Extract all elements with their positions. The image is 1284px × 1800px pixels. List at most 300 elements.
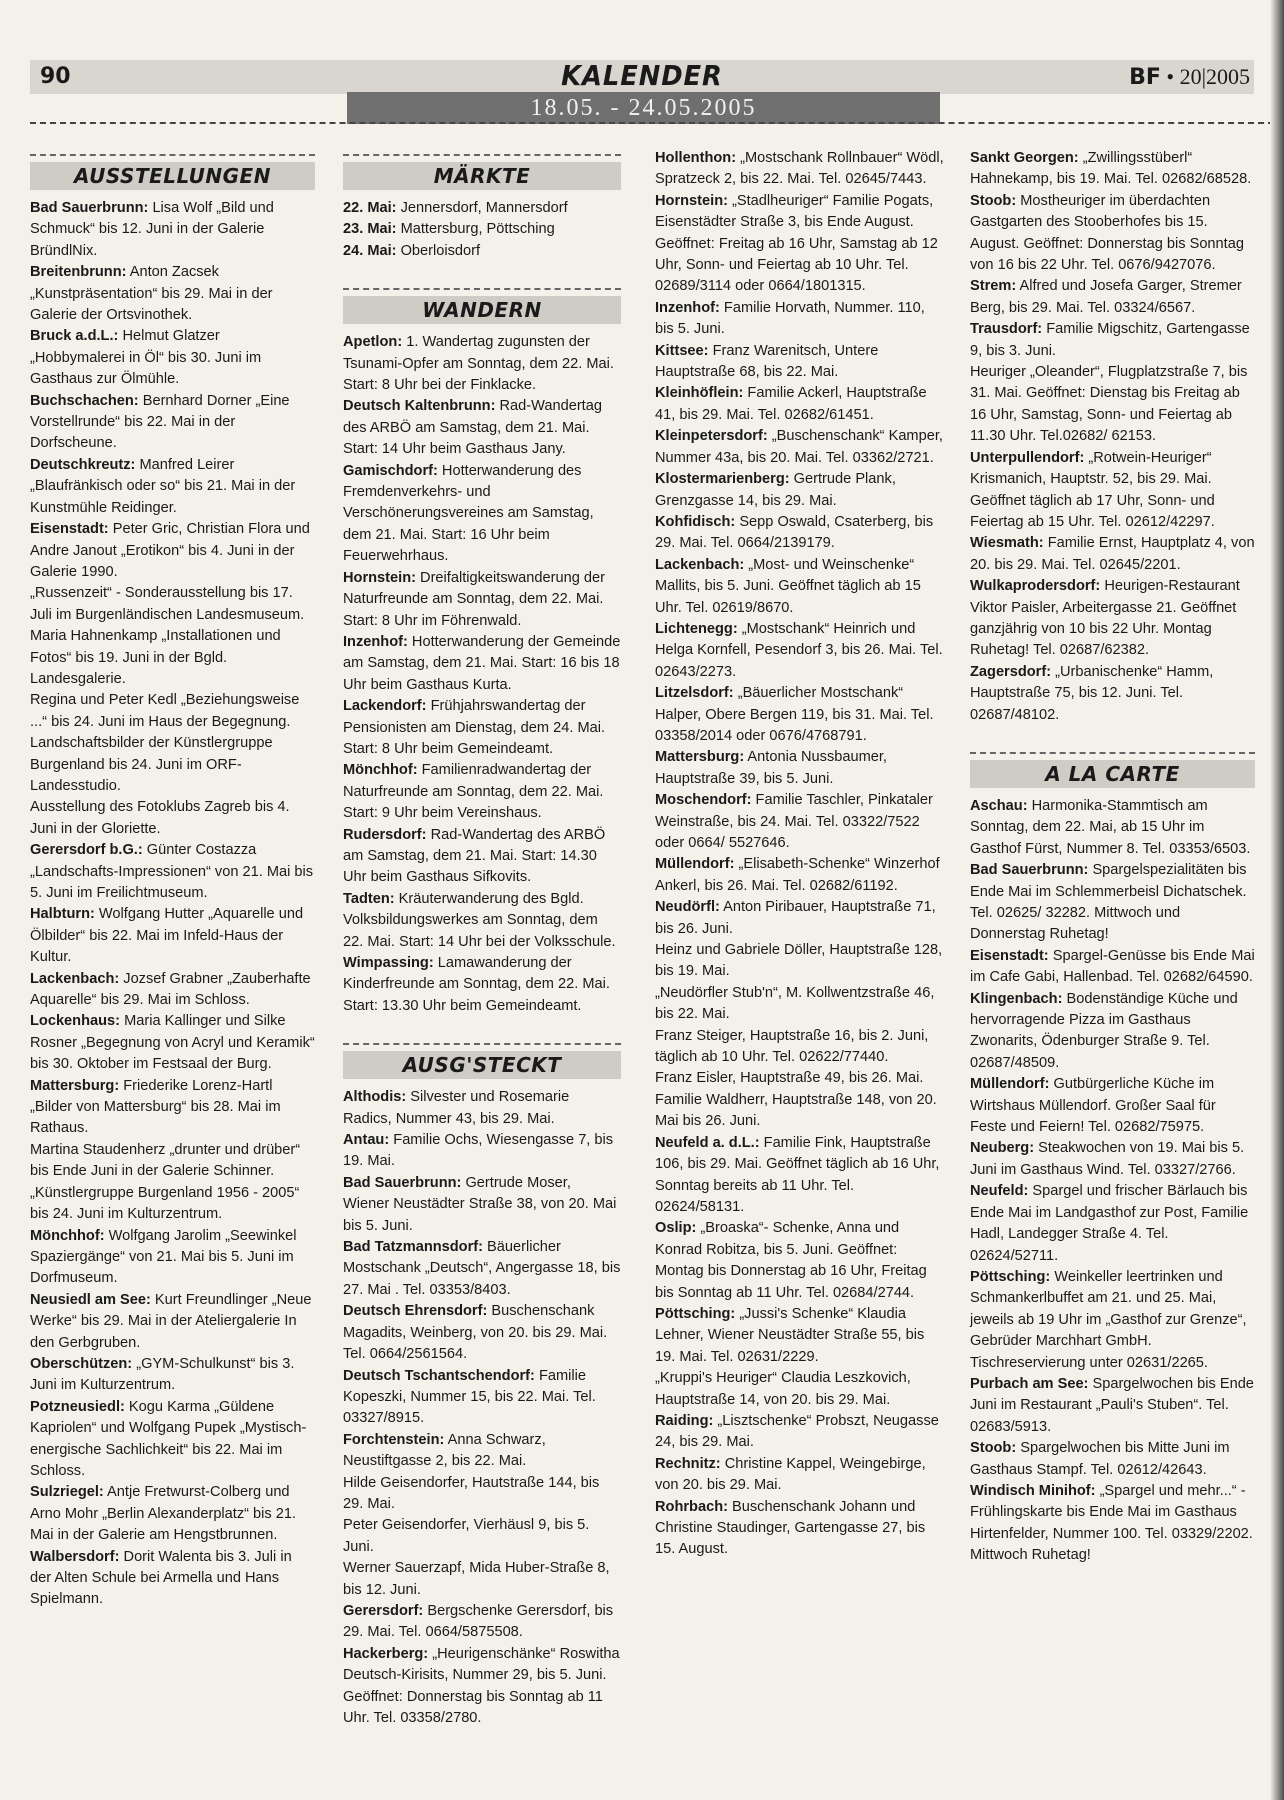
entry-text: Familie Migschitz, Gartengasse 9, bis 3. Juni. — [970, 321, 1250, 359]
entry-text: „Bäuerlicher Mostschank“ Halper, Obere Bergen 119, bis 31. Mai. Tel. 03358/2014 oder 0676/4768791. — [655, 685, 934, 744]
listing-entry — [970, 448, 1255, 534]
entries-ausgsteckt — [343, 1087, 621, 1729]
listing-entry — [30, 733, 315, 797]
entry-text: Heuriger „Oleander“, Flugplatzstraße 7, bis 31. Mai. Geöffnet: Dienstag bis Freitag ab 16 Uhr, Samstag, Sonn- und Feiertag ab 11.30 Uhr. Tel.02682/ 62153. — [970, 364, 1248, 445]
listing-entry — [970, 860, 1255, 946]
entry-text: Günter Costazza „Landschafts-Impressionen“ von 21. Mai bis 5. Juni im Freilichtmuseum. — [30, 842, 314, 901]
listing-entry — [970, 989, 1255, 1075]
entry-text: Rad-Wandertag des ARBÖ am Samstag, dem 21. Mai. Start: 14 Uhr beim Gasthaus Jany. — [343, 398, 602, 458]
entry-text: Anton Zacsek „Kunstpräsentation“ bis 29. Mai in der Galerie der Ortsvinothek. — [30, 264, 273, 324]
entry-place: Kittsee: — [655, 342, 709, 359]
issue-number: • 20|2005 — [1166, 64, 1250, 89]
entry-text: Gertrude Moser, Wiener Neustädter Straße 38, von 20. Mai bis 5. Juni. — [343, 1174, 617, 1234]
listing-entry — [655, 940, 945, 983]
heading-ausstellungen: AUSSTELLUNGEN — [30, 162, 315, 190]
entry-text: Peter Gric, Christian Flora und Andre Janout „Erotikon“ bis 4. Juni in der Galerie 1990. — [30, 521, 310, 580]
entry-text: Kurt Freundlinger „Neue Werke“ bis 29. Mai in der Ateliergalerie In den Gerbgruben. — [30, 1291, 312, 1351]
listing-entry — [970, 1074, 1255, 1138]
entry-text: Anton Piribauer, Hauptstraße 71, bis 26. Juni. — [655, 899, 936, 937]
entry-place: Sulzriegel: — [30, 1484, 104, 1501]
entry-place: Kleinhöflein: — [655, 385, 744, 402]
entry-place: Oslip: — [655, 1220, 697, 1237]
column-ausgsteckt-alacarte — [970, 148, 1255, 1567]
listing-entry — [655, 383, 945, 426]
listing-entry — [970, 1181, 1255, 1267]
listing-entry — [30, 904, 315, 968]
entry-place: Deutschkreutz: — [30, 456, 136, 473]
listing-entry — [343, 198, 621, 219]
date-range: 18.05. - 24.05.2005 — [347, 92, 940, 124]
entry-place: 22. Mai: — [343, 200, 397, 216]
entry-text: „Kruppi's Heuriger“ Claudia Leszkovich, Hauptstraße 14, von 20. bis 29. Mai. — [655, 1370, 911, 1408]
listing-entry — [655, 191, 945, 298]
entries-ausgsteckt-end — [970, 148, 1255, 726]
listing-entry — [343, 1644, 621, 1730]
listing-entry — [655, 790, 945, 854]
entry-text: Alfred und Josefa Garger, Stremer Berg, bis 29. Mai. Tel. 03324/6567. — [970, 278, 1242, 316]
entry-text: Manfred Leirer „Blaufränkisch oder so“ bis 21. Mai in der Kunstmühle Reidinger. — [30, 456, 296, 516]
entry-place: Deutsch Ehrensdorf: — [343, 1303, 488, 1320]
entry-text: Familie Horvath, Nummer. 110, bis 5. Juni. — [655, 299, 925, 338]
entry-text: „GYM-Schulkunst“ bis 3. Juni im Kulturzentrum. — [30, 1355, 295, 1394]
listing-entry — [343, 632, 621, 696]
entry-place: Tadten: — [343, 890, 395, 907]
listing-entry — [655, 341, 945, 384]
entry-place: Inzenhof: — [343, 633, 408, 650]
entry-text: „Stadlheuriger“ Familie Pogats, Eisenstädter Straße 3, bis Ende August. Geöffnet: Freitag ab 16 Uhr, Samstag ab 12 Uhr, Sonn- und Feiertag ab 10 Uhr. Tel. 02689/3114 oder 0664/1801315. — [655, 192, 938, 295]
entry-text: Regina und Peter Kedl „Beziehungsweise ...“ bis 24. Juni im Haus der Begegnung. — [30, 692, 300, 730]
listing-entry — [655, 1133, 945, 1219]
entry-text: Heurigen-Restaurant Viktor Paisler, Arbeitergasse 21. Geöffnet ganzjährig von 10 bis 22 Uhr. Montag Ruhetag! Tel. 02687/62382. — [970, 578, 1240, 659]
listing-entry — [30, 840, 315, 904]
entry-place: Apetlon: — [343, 334, 403, 351]
entry-place: Stoob: — [970, 192, 1017, 209]
listing-entry — [655, 983, 945, 1026]
entry-text: Familie Ackerl, Hauptstraße 41, bis 29. Mai. Tel. 02682/61451. — [655, 385, 927, 423]
entry-text: „Jussi's Schenke“ Klaudia Lehner, Wiener Neustädter Straße 55, bis 19. Mai. Tel. 02631/2229. — [655, 1305, 925, 1365]
entry-text: Silvester und Rosemarie Radics, Nummer 43, bis 29. Mai. — [343, 1089, 570, 1127]
listing-entry — [30, 1226, 315, 1290]
listing-entry — [970, 148, 1255, 191]
listing-entry — [343, 696, 621, 760]
entry-text: Jennersdorf, Mannersdorf — [396, 200, 568, 216]
header-divider — [30, 122, 1284, 124]
listing-entry — [343, 1173, 621, 1237]
listing-entry — [30, 1140, 315, 1183]
listing-entry — [655, 1454, 945, 1497]
entry-text: Rad-Wandertag des ARBÖ am Samstag, dem 21. Mai. Start: 14.30 Uhr beim Gasthaus Sifkovits. — [343, 826, 606, 886]
listing-entry — [655, 298, 945, 341]
entry-text: Familie Taschler, Pinkataler Weinstraße, bis 24. Mai. Tel. 03322/7522 oder 0664/ 5527646. — [655, 792, 933, 851]
entry-place: Forchtenstein: — [343, 1431, 445, 1448]
entry-place: Bad Sauerbrunn: — [970, 862, 1089, 879]
listing-entry — [343, 1558, 621, 1601]
listing-entry — [655, 426, 945, 469]
listing-entry — [655, 1026, 945, 1069]
listing-entry — [30, 1290, 315, 1354]
entry-place: Unterpullendorf: — [970, 449, 1085, 466]
listing-entry — [30, 690, 315, 733]
entry-place: Wulkaprodersdorf: — [970, 578, 1101, 595]
listing-entry — [30, 1397, 315, 1483]
listing-entry — [30, 1183, 315, 1226]
listing-entry — [343, 461, 621, 568]
page-title: KALENDER — [561, 59, 723, 92]
listing-entry — [655, 148, 945, 191]
entry-place: Gerersdorf: — [343, 1602, 424, 1619]
entry-text: Bernhard Dorner „Eine Vorstellrunde“ bis 22. Mai in der Dorfscheune. — [30, 392, 290, 452]
entry-place: Rohrbach: — [655, 1498, 728, 1515]
entry-place: Lackenbach: — [30, 970, 120, 987]
entry-text: Kogu Karma „Güldene Kapriolen“ und Wolfgang Pupek „Mystisch-energische Sachlichkeit“ bis 22. Mai im Schloss. — [30, 1398, 307, 1479]
entry-place: Gerersdorf b.G.: — [30, 842, 143, 859]
entry-text: Spargelspezialitäten bis Ende Mai im Schlemmerbeisl Dichatschek. Tel. 02625/ 32282. Mittwoch und Donnerstag Ruhetag! — [970, 862, 1247, 943]
listing-entry — [655, 854, 945, 897]
listing-entry — [30, 1076, 315, 1140]
listing-entry — [343, 889, 621, 953]
entry-text: „Broaska“- Schenke, Anna und Konrad Robitza, bis 5. Juni. Geöffnet: Montag bis Donnerstag ab 16 Uhr, Freitag bis Sonntag ab 11 Uhr. Tel. 02684/2744. — [655, 1220, 927, 1301]
entry-place: Oberschützen: — [30, 1355, 133, 1372]
entries-ausgsteckt-cont — [655, 148, 945, 1561]
entry-text: Jozsef Grabner „Zauberhafte Aquarelle“ bis 29. Mai im Schloss. — [30, 970, 311, 1009]
entry-place: Lichtenegg: — [655, 620, 738, 637]
listing-entry — [343, 953, 621, 1017]
listing-entry — [970, 662, 1255, 726]
listing-entry — [343, 241, 621, 262]
page-number: 90 — [40, 64, 71, 89]
listing-entry — [343, 1301, 621, 1365]
entry-place: Rudersdorf: — [343, 826, 427, 843]
entry-text: Peter Geisendorfer, Vierhäusl 9, bis 5. Juni. — [343, 1517, 590, 1555]
listing-entry — [970, 1481, 1255, 1567]
entry-text: Martina Staudenherz „drunter und drüber“ bis Ende Juni in der Galerie Schinner. — [30, 1141, 301, 1180]
entry-text: „Mostschank“ Heinrich und Helga Kornfell, Pesendorf 3, bis 26. Mai. Tel. 02643/2273. — [655, 620, 943, 680]
entry-text: Anna Schwarz, Neustiftgasse 2, bis 22. Mai. — [343, 1431, 546, 1470]
listing-entry — [343, 332, 621, 396]
listing-entry — [970, 1138, 1255, 1181]
entry-place: Hornstein: — [343, 569, 416, 586]
section-heading — [30, 154, 315, 190]
entry-place: Rechnitz: — [655, 1455, 721, 1472]
entry-place: Eisenstadt: — [970, 947, 1049, 964]
entry-text: Bodenständige Küche und hervorragende Pizza im Gasthaus Zwonarits, Ödenburger Straße 9. Tel. 02687/48509. — [970, 990, 1238, 1071]
entry-text: Spargel und frischer Bärlauch bis Ende Mai im Landgasthof zur Post, Familie Hadl, Landegger Straße 4. Tel. 02624/52711. — [970, 1183, 1249, 1264]
entry-text: Christine Kappel, Weingebirge, von 20. bis 29. Mai. — [655, 1455, 926, 1494]
entries-wandern — [343, 332, 621, 1017]
entry-text: Familie Ernst, Hauptplatz 4, von 20. bis 29. Mai. Tel. 02645/2201. — [970, 535, 1255, 573]
listing-entry — [655, 619, 945, 683]
entry-text: Familie Fink, Hauptstraße 106, bis 29. Mai. Geöffnet täglich ab 16 Uhr, Sonntag bereits ab 11 Uhr. Tel. 02624/58131. — [655, 1134, 940, 1215]
entry-place: Neudörfl: — [655, 899, 720, 916]
entry-text: „Spargel und mehr...“ - Frühlingskarte bis Ende Mai im Gasthaus Hirtenfelder, Nummer 100. Tel. 03329/2202. Mittwoch Ruhetag! — [970, 1482, 1253, 1564]
entries-maerkte — [343, 198, 621, 262]
entry-text: „Neudörfler Stub'n“, M. Kollwentzstraße 46, bis 22. Mai. — [655, 984, 935, 1023]
entry-place: Klostermarienberg: — [655, 471, 790, 488]
entry-place: Walbersdorf: — [30, 1548, 120, 1565]
entry-text: Steakwochen von 19. Mai bis 5. Juni im Gasthaus Wind. Tel. 03327/2766. — [970, 1140, 1245, 1178]
entry-place: Pöttsching: — [655, 1305, 736, 1322]
entry-text: Familie Kopeszki, Nummer 15, bis 22. Mai. Tel. 03327/8915. — [343, 1367, 596, 1427]
entry-text: Antonia Nussbaumer, Hauptstraße 39, bis 5. Juni. — [655, 749, 887, 787]
issue-label — [1129, 62, 1250, 93]
entry-text: Sepp Oswald, Csaterberg, bis 29. Mai. Tel. 0664/2139179. — [655, 513, 934, 552]
listing-entry — [655, 747, 945, 790]
brand-label: BF — [1129, 65, 1161, 90]
entry-place: Lackenbach: — [655, 556, 745, 573]
entry-text: „Mostschank Rollnbauer“ Wödl, Spratzeck 2, bis 22. Mai. Tel. 02645/7443. — [655, 150, 944, 188]
entries-ausstellungen — [30, 198, 315, 1611]
entry-text: Werner Sauerzapf, Mida Huber-Straße 8, bis 12. Juni. — [343, 1560, 610, 1598]
entry-place: Kohfidisch: — [655, 513, 736, 530]
listing-entry — [655, 897, 945, 940]
entry-text: Dreifaltigkeitswanderung der Naturfreunde am Sonntag, dem 22. Mai. Start: 8 Uhr im Föhrenwald. — [343, 569, 605, 629]
entries-alacarte — [970, 796, 1255, 1567]
heading-maerkte: MÄRKTE — [343, 162, 621, 190]
entry-place: Strem: — [970, 278, 1017, 295]
entry-place: Bad Sauerbrunn: — [30, 200, 149, 216]
entry-place: Neuberg: — [970, 1140, 1035, 1157]
entry-place: Klingenbach: — [970, 990, 1063, 1007]
listing-entry — [30, 1011, 315, 1075]
entry-text: Familienradwandertag der Naturfreunde am Sonntag, dem 22. Mai. Start: 9 Uhr beim Vereinshaus. — [343, 762, 604, 822]
entry-text: Buschenschank Johann und Christine Staudinger, Gartengasse 27, bis 15. August. — [655, 1498, 926, 1558]
listing-entry — [343, 219, 621, 240]
entry-text: Spargelwochen bis Mitte Juni im Gasthaus Stampf. Tel. 02612/42643. — [970, 1440, 1230, 1478]
listing-entry — [30, 797, 315, 840]
entry-text: Antje Fretwurst-Colberg und Arno Mohr „Berlin Alexanderplatz“ bis 21. Mai in der Galerie am Hengstbrunnen. — [30, 1484, 297, 1544]
entry-text: Friederike Lorenz-Hartl „Bilder von Mattersburg“ bis 28. Mai im Rathaus. — [30, 1077, 281, 1137]
entry-text: „Elisabeth-Schenke“ Winzerhof Ankerl, bis 26. Mai. Tel. 02682/61192. — [655, 856, 940, 894]
entry-text: Harmonika-Stammtisch am Sonntag, dem 22. Mai, ab 15 Uhr im Gasthof Fürst, Nummer 8. Tel. 03353/6503. — [970, 797, 1251, 857]
entry-place: Halbturn: — [30, 906, 95, 923]
entry-place: Purbach am See: — [970, 1375, 1089, 1392]
entry-place: Sankt Georgen: — [970, 150, 1079, 166]
listing-entry — [343, 1366, 621, 1430]
listing-entry — [655, 1411, 945, 1454]
entry-place: Deutsch Tschantschendorf: — [343, 1367, 535, 1384]
listing-entry — [970, 362, 1255, 448]
listing-entry — [30, 1547, 315, 1611]
listing-entry — [970, 319, 1255, 362]
entry-place: Neufeld: — [970, 1183, 1029, 1200]
entry-text: Lamawanderung der Kinderfreunde am Sonntag, dem 22. Mai. Start: 13.30 Uhr beim Gemeindeamt. — [343, 955, 610, 1014]
entry-text: Hotterwanderung des Fremdenverkehrs- und Verschönerungsvereines am Samstag, dem 21. Mai. Start: 16 Uhr beim Feuerwehrhaus. — [343, 462, 594, 565]
entry-place: Breitenbrunn: — [30, 264, 127, 281]
listing-entry — [655, 1218, 945, 1304]
entry-place: Hollenthon: — [655, 150, 737, 166]
listing-entry — [655, 683, 945, 747]
entry-place: Mattersburg: — [655, 749, 745, 766]
listing-entry — [343, 396, 621, 460]
entry-place: Antau: — [343, 1132, 390, 1149]
entry-place: Kleinpetersdorf: — [655, 428, 768, 445]
entry-place: Neusiedl am See: — [30, 1291, 151, 1308]
listing-entry — [655, 1068, 945, 1089]
listing-entry — [343, 760, 621, 824]
entry-place: Hornstein: — [655, 192, 728, 209]
entry-text: Wolfgang Jarolim „Seewinkel Spaziergänge“ von 21. Mai bis 5. Juni im Dorfmuseum. — [30, 1227, 297, 1287]
entry-text: Ausstellung des Fotoklubs Zagreb bis 4. Juni in der Gloriette. — [30, 799, 290, 837]
listing-entry — [343, 1601, 621, 1644]
entry-text: Buschenschank Magadits, Weinberg, von 20. bis 29. Mai. Tel. 0664/2561564. — [343, 1303, 608, 1363]
entry-place: Pöttsching: — [970, 1268, 1051, 1285]
listing-entry — [970, 1438, 1255, 1481]
section-heading — [343, 154, 621, 190]
heading-ausgsteckt: AUSG'STECKT — [343, 1051, 621, 1079]
entry-text: „Urbanischenke“ Hamm, Hauptstraße 75, bis 12. Juni. Tel. 02687/48102. — [970, 663, 1214, 723]
listing-entry — [30, 519, 315, 583]
entry-text: Mostheuriger im überdachten Gastgarten des Stooberhofes bis 15. August. Geöffnet: Donnerstag bis Sonntag von 16 bis 22 Uhr. Tel. 0676/9427076. — [970, 192, 1244, 274]
entry-text: „Most- und Weinschenke“ Mallits, bis 5. Juni. Geöffnet täglich ab 15 Uhr. Tel. 02619/8670. — [655, 556, 921, 616]
listing-entry — [970, 946, 1255, 989]
entry-text: Familie Ochs, Wiesengasse 7, bis 19. Mai. — [343, 1132, 614, 1170]
listing-entry — [343, 1430, 621, 1473]
entry-place: Wiesmath: — [970, 535, 1044, 552]
listing-entry — [343, 1515, 621, 1558]
entry-text: „Buschenschank“ Kamper, Nummer 43a, bis 20. Mai. Tel. 03362/2721. — [655, 428, 943, 466]
entry-place: Deutsch Kaltenbrunn: — [343, 398, 496, 415]
entry-text: Heinz und Gabriele Döller, Hauptstraße 128, bis 19. Mai. — [655, 942, 943, 980]
entry-place: Hackerberg: — [343, 1645, 429, 1662]
section-heading — [970, 752, 1255, 788]
listing-entry — [655, 469, 945, 512]
entry-text: Oberloisdorf — [396, 242, 481, 259]
entry-text: Franz Eisler, Hauptstraße 49, bis 26. Mai. — [655, 1070, 924, 1087]
entry-text: Franz Steiger, Hauptstraße 16, bis 2. Juni, täglich ab 10 Uhr. Tel. 02622/77440. — [655, 1027, 929, 1066]
entry-text: 1. Wandertag zugunsten der Tsunami-Opfer am Sonntag, dem 22. Mai. Start: 8 Uhr bei der Finklacke. — [343, 334, 614, 394]
listing-entry — [343, 1087, 621, 1130]
listing-entry — [343, 1473, 621, 1516]
entry-text: Wolfgang Hutter „Aquarelle und Ölbilder“ bis 22. Mai im Infeld-Haus der Kultur. — [30, 906, 304, 966]
entry-place: Mönchhof: — [343, 762, 418, 779]
listing-entry — [655, 1368, 945, 1411]
entry-text: Bergschenke Gerersdorf, bis 29. Mai. Tel. 0664/5875508. — [343, 1602, 614, 1641]
listing-entry — [655, 1497, 945, 1561]
listing-entry — [343, 568, 621, 632]
listing-entry — [655, 1304, 945, 1368]
page-spine-shadow — [1270, 0, 1284, 1800]
listing-entry — [30, 198, 315, 262]
entry-place: Moschendorf: — [655, 792, 752, 809]
entry-place: Trausdorf: — [970, 321, 1043, 338]
entry-text: Frühjahrswandertag der Pensionisten am Dienstag, dem 24. Mai. Start: 8 Uhr beim Gemeindeamt. — [343, 698, 606, 757]
heading-wandern: WANDERN — [343, 296, 621, 324]
listing-entry — [30, 391, 315, 455]
entry-place: Gamischdorf: — [343, 462, 438, 479]
entry-text: Hilde Geisendorfer, Hautstraße 144, bis 29. Mai. — [343, 1474, 600, 1512]
entry-place: Mönchhof: — [30, 1227, 105, 1244]
listing-entry — [970, 191, 1255, 277]
listing-entry — [30, 1354, 315, 1397]
listing-entry — [343, 1237, 621, 1301]
entry-place: Bad Sauerbrunn: — [343, 1174, 462, 1191]
listing-entry — [30, 583, 315, 626]
listing-entry — [30, 626, 315, 690]
listing-entry — [30, 262, 315, 326]
entry-place: Althodis: — [343, 1089, 407, 1106]
column-ausstellungen — [30, 148, 315, 1611]
listing-entry — [970, 576, 1255, 662]
entry-place: Müllendorf: — [655, 856, 735, 873]
entry-place: 23. Mai: — [343, 221, 397, 238]
entry-place: Eisenstadt: — [30, 521, 109, 538]
listing-entry — [970, 276, 1255, 319]
entry-text: „Zwillingsstüberl“ Hahnekamp, bis 19. Mai. Tel. 02682/68528. — [970, 150, 1252, 188]
section-heading — [343, 1043, 621, 1079]
listing-entry — [343, 825, 621, 889]
entry-text: Maria Kallinger und Silke Rosner „Begegnung von Acryl und Keramik“ bis 30. Oktober im Festsaal der Burg. — [30, 1013, 315, 1073]
entry-place: Bruck a.d.L.: — [30, 328, 119, 345]
entry-text: „Rotwein-Heuriger“ Krismanich, Hauptstr. 52, bis 29. Mai. Geöffnet täglich ab 17 Uhr, Sonn- und Feiertag ab 15 Uhr. Tel. 02612/42297. — [970, 449, 1215, 530]
entry-place: Mattersburg: — [30, 1077, 120, 1094]
listing-entry — [655, 555, 945, 619]
heading-alacarte: A LA CARTE — [970, 760, 1255, 788]
entry-place: Neufeld a. d.L.: — [655, 1134, 760, 1151]
entry-text: „Heurigenschänke“ Roswitha Deutsch-Kirisits, Nummer 29, bis 5. Juni. Geöffnet: Donnerstag bis Sonntag ab 11 Uhr. Tel. 03358/2780. — [343, 1645, 620, 1726]
listing-entry — [30, 326, 315, 390]
entry-place: Zagersdorf: — [970, 663, 1052, 680]
column-maerkte-wandern — [343, 148, 621, 1729]
entry-text: Bäuerlicher Mostschank „Deutsch“, Angergasse 18, bis 27. Mai . Tel. 03353/8403. — [343, 1239, 621, 1298]
entry-place: Lockenhaus: — [30, 1013, 121, 1030]
entry-place: 24. Mai: — [343, 242, 397, 259]
listing-entry — [970, 533, 1255, 576]
entry-text: Gertrude Plank, Grenzgasse 14, bis 29. Mai. — [655, 471, 896, 509]
entry-place: Litzelsdorf: — [655, 685, 734, 702]
entry-text: Mattersburg, Pöttsching — [396, 221, 555, 238]
entry-text: Landschaftsbilder der Künstlergruppe Burgenland bis 24. Juni im ORF-Landesstudio. — [30, 735, 273, 794]
entry-place: Müllendorf: — [970, 1076, 1050, 1093]
entry-text: Gutbürgerliche Küche im Wirtshaus Müllendorf. Großer Saal für Feste und Feiern! Tel. 02682/75975. — [970, 1076, 1216, 1136]
listing-entry — [30, 1482, 315, 1546]
entry-text: Kräuterwanderung des Bgld. Volksbildungswerkes am Sonntag, dem 22. Mai. Start: 14 Uhr bei der Volksschule. — [343, 890, 616, 950]
entry-place: Bad Tatzmannsdorf: — [343, 1239, 483, 1256]
listing-entry — [970, 1374, 1255, 1438]
entry-place: Buchschachen: — [30, 392, 139, 409]
entry-text: Spargelwochen bis Ende Juni im Restaurant „Pauli's Stuben“. Tel. 02683/5913. — [970, 1375, 1254, 1435]
entry-place: Inzenhof: — [655, 299, 720, 316]
entry-place: Raiding: — [655, 1412, 714, 1429]
entry-place: Windisch Minihof: — [970, 1482, 1096, 1499]
listing-entry — [30, 969, 315, 1012]
listing-entry — [655, 1090, 945, 1133]
entry-text: Weinkeller leertrinken und Schmankerlbuffet am 21. und 25. Mai, jeweils ab 19 Uhr im „Gasthof zur Grenze“, Gebrüder Marchhart GmbH. Tischreservierung unter 02631/2265. — [970, 1268, 1247, 1371]
listing-entry — [970, 1267, 1255, 1374]
entry-text: Hotterwanderung der Gemeinde am Samstag, dem 21. Mai. Start: 16 bis 18 Uhr beim Gasthaus Kurta. — [343, 633, 621, 693]
entry-text: Spargel-Genüsse bis Ende Mai im Cafe Gabi, Hallenbad. Tel. 02682/64590. — [970, 947, 1255, 986]
listing-entry — [343, 1130, 621, 1173]
entry-place: Aschau: — [970, 797, 1028, 814]
listing-entry — [30, 455, 315, 519]
entry-place: Stoob: — [970, 1440, 1017, 1457]
entry-place: Wimpassing: — [343, 955, 434, 971]
entry-text: Helmut Glatzer „Hobbymalerei in Öl“ bis 30. Juni im Gasthaus zur Ölmühle. — [30, 328, 262, 388]
entry-text: „Künstlergruppe Burgenland 1956 - 2005“ bis 24. Juni im Kulturzentrum. — [30, 1184, 300, 1223]
column-ausgsteckt-cont — [655, 148, 945, 1561]
entry-text: „Lisztschenke“ Probszt, Neugasse 24, bis 29. Mai. — [655, 1412, 939, 1451]
listing-entry — [655, 512, 945, 555]
entry-text: Lisa Wolf „Bild und Schmuck“ bis 12. Juni in der Galerie BründlNix. — [30, 200, 274, 259]
entry-text: Maria Hahnenkamp „Installationen und Fotos“ bis 19. Juni in der Bgld. Landesgalerie. — [30, 628, 281, 687]
entry-text: Dorit Walenta bis 3. Juli in der Alten Schule bei Armella und Hans Spielmann. — [30, 1548, 292, 1608]
entry-text: Franz Warenitsch, Untere Hauptstraße 68, bis 22. Mai. — [655, 342, 879, 381]
section-heading — [343, 288, 621, 324]
listing-entry — [970, 796, 1255, 860]
entry-text: „Russenzeit“ - Sonderausstellung bis 17. Juli im Burgenländischen Landesmuseum. — [30, 585, 305, 623]
entry-place: Lackendorf: — [343, 698, 427, 715]
entry-text: Familie Waldherr, Hauptstraße 148, von 20. Mai bis 26. Juni. — [655, 1091, 937, 1130]
entry-place: Potzneusiedl: — [30, 1398, 125, 1415]
